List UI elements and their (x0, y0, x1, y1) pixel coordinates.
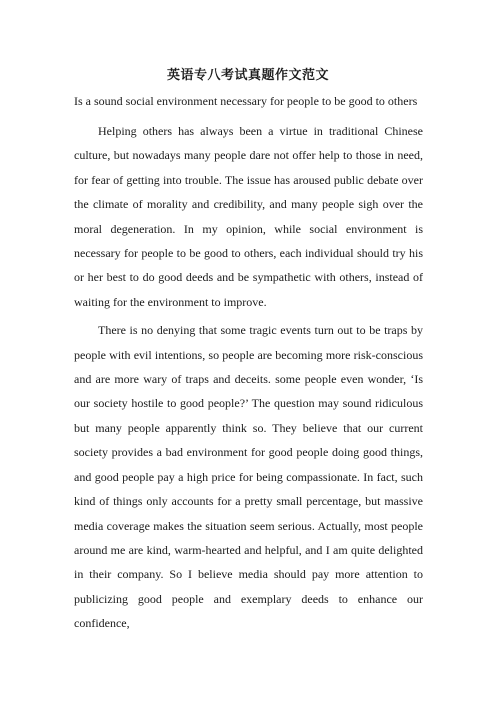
document-title: 英语专八考试真题作文范文 (166, 68, 329, 83)
paragraph-1: Helping others has always been a virtue in traditional Chinese culture, but nowadays many people dare not offer help to those in need, for fear of getting into trouble. The issue has aroused public debate over the climate of morality and credibility, and many people sigh over the moral degeneration. In my opinion, while social environment is necessary for people to be good to others, each individual should try his or her best to do good deeds and be sympathetic with others, instead of waiting for the environment to improve. (74, 124, 423, 309)
essay-topic: Is a sound social environment necessary for people to be good to others (74, 94, 418, 108)
essay-body (74, 119, 423, 640)
paragraph-2: There is no denying that some tragic events turn out to be traps by people with evil intentions, so people are becoming more risk-conscious and are more wary of traps and deceits. some people even wonder, ‘Is our society hostile to good people?’ The question may sound ridiculous but many people apparently think so. They believe that our current society provides a bad environment for good people doing good things, and good people pay a high price for being compassionate. In fact, such kind of things only accounts for a pretty small percentage, but massive media coverage makes the situation seem serious. Actually, most people around me are kind, warm-hearted and helpful, and I am quite delighted in their company. So I believe media should pay more attention to publicizing good people and exemplary deeds to enhance our confidence, (74, 323, 423, 631)
